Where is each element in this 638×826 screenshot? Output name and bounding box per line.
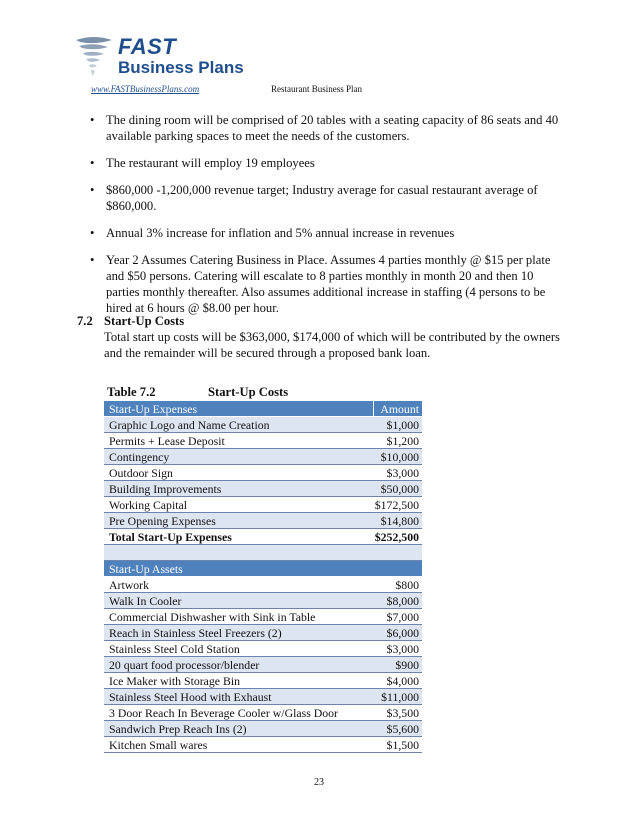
website-link[interactable]: www.FASTBusinessPlans.com [91,84,200,94]
table-row [104,513,422,529]
row-item: 20 quart food processor/blender [109,658,260,672]
table-row [104,673,422,689]
document-title: Restaurant Business Plan [271,84,362,94]
brand-logo [74,30,244,90]
startup-costs-table [104,401,422,753]
row-amount: $1,000 [386,418,419,432]
table-row [104,465,422,481]
row-item: Sandwich Prep Reach Ins (2) [109,722,247,736]
row-item: 3 Door Reach In Beverage Cooler w/Glass Door [109,706,338,720]
table-caption [107,385,289,400]
row-amount: $172,500 [374,498,419,512]
row-item: Building Improvements [109,482,222,496]
table-row [104,433,422,449]
total-row [104,529,422,545]
row-amount: $11,000 [381,690,419,704]
bullet-icon: • [90,183,95,197]
bullet-item: • The dining room will be comprised of 20 tables with a seating capacity of 86 seats and 40 available parking spaces to meet the needs of the customers. [90,113,559,143]
row-item: Outdoor Sign [109,466,173,480]
bullet-item: • $860,000 -1,200,000 revenue target; Industry average for casual restaurant average of $860,000. [90,183,538,213]
row-item: Ice Maker with Storage Bin [109,674,241,688]
total-amount: $252,500 [374,530,419,544]
logo-fast-text: FAST [118,34,177,59]
row-amount: $3,000 [386,642,419,656]
section-number: 7.2 [77,314,93,328]
row-item: Stainless Steel Cold Station [109,642,240,656]
bullet-item: • The restaurant will employ 19 employees [90,156,315,170]
table-row [104,497,422,513]
expenses-header: Start-Up Expenses [109,402,198,416]
row-item: Working Capital [109,498,188,512]
table-row [104,737,422,753]
table-row [104,705,422,721]
row-amount: $900 [395,658,419,672]
row-item: Pre Opening Expenses [109,514,216,528]
table-row [104,481,422,497]
row-item: Reach in Stainless Steel Freezers (2) [109,626,282,640]
table-caption-title: Start-Up Costs [208,385,289,399]
row-item: Walk In Cooler [109,594,182,608]
row-item: Contingency [109,450,170,464]
row-amount: $50,000 [380,482,419,496]
row-amount: $10,000 [380,450,419,464]
row-amount: $5,600 [386,722,419,736]
table-row [104,641,422,657]
row-amount: $6,000 [386,626,419,640]
table-row [104,625,422,641]
row-item: Graphic Logo and Name Creation [109,418,270,432]
tornado-logo-icon [74,36,114,80]
row-amount: $3,000 [386,466,419,480]
table-caption-label: Table 7.2 [107,385,156,399]
assets-header: Start-Up Assets [109,562,183,576]
amount-header: Amount [373,401,422,416]
table-row [104,657,422,673]
row-item: Stainless Steel Hood with Exhaust [109,690,272,704]
bullet-item: • Year 2 Assumes Catering Business in Place. Assumes 4 parties monthly @ $15 per plate and $50 persons. Catering will escalate to 8 parties monthly in month 20 and then 10 parties monthly thereafter. Also assumes additional increase in staffing (4 persons to be hired at 6 hours @ $8.00 per hour. [90,253,551,315]
section-body: Total start up costs will be $363,000, $174,000 of which will be contributed by the owners and the remainder will be secured through a proposed bank loan. [104,330,560,360]
bullet-icon: • [90,253,95,267]
bullet-icon: • [90,226,95,240]
assets-header-row [104,561,422,577]
table-spacer-row [104,545,422,561]
bullet-item: • Annual 3% increase for inflation and 5% annual increase in revenues [90,226,455,240]
table-row [104,593,422,609]
table-row [104,721,422,737]
row-item: Commercial Dishwasher with Sink in Table [109,610,316,624]
section-title: Start-Up Costs [104,314,185,328]
expenses-header-row [104,401,422,417]
row-item: Kitchen Small wares [109,738,208,752]
row-amount: $1,500 [386,738,419,752]
row-amount: $14,800 [380,514,419,528]
row-amount: $8,000 [386,594,419,608]
row-item: Permits + Lease Deposit [109,434,225,448]
row-amount: $1,200 [386,434,419,448]
table-row [104,609,422,625]
row-amount: $800 [395,578,419,592]
row-amount: $3,500 [386,706,419,720]
row-amount: $4,000 [386,674,419,688]
row-amount: $7,000 [386,610,419,624]
table-row [104,689,422,705]
table-row [104,417,422,433]
table-row [104,577,422,593]
logo-business-plans-text: Business Plans [118,58,244,77]
bullet-icon: • [90,156,95,170]
table-row [104,449,422,465]
row-item: Artwork [109,578,149,592]
bullet-icon: • [90,113,95,127]
bullet-list [90,112,560,327]
page-number: 23 [314,777,324,788]
total-label: Total Start-Up Expenses [109,530,232,544]
